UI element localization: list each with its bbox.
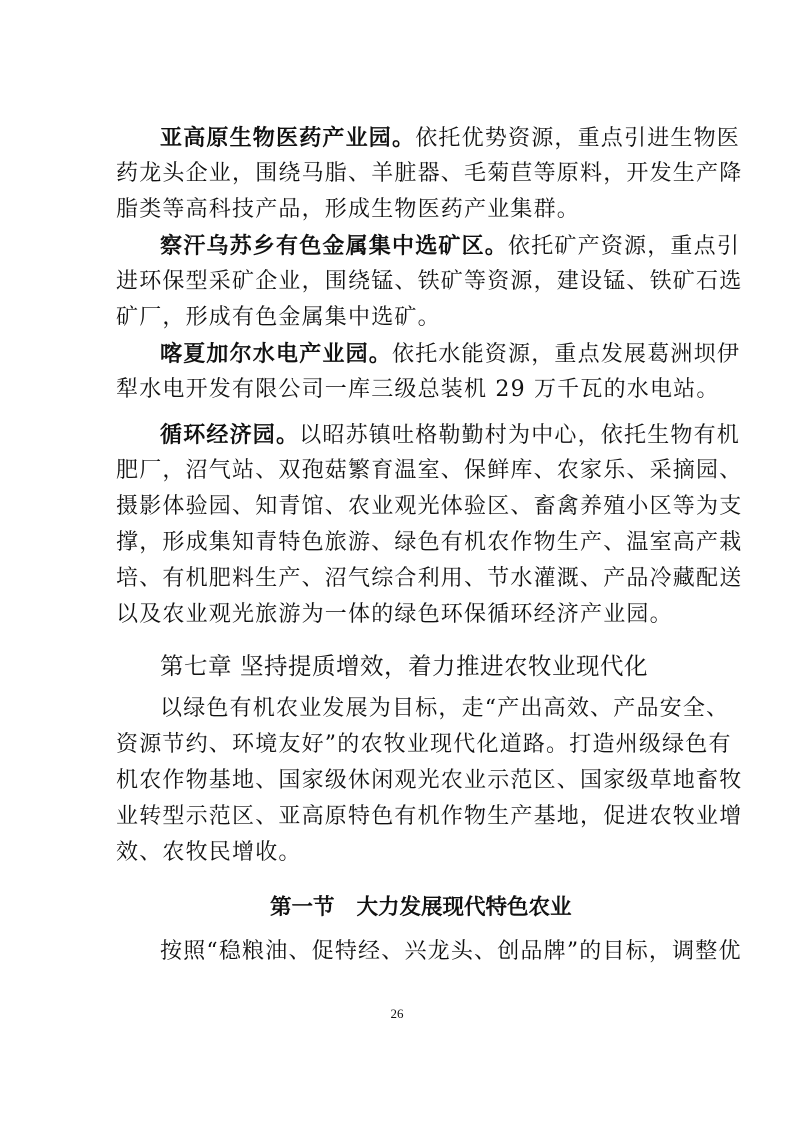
paragraph-4-line-2: 肥厂，沼气站、双孢菇繁育温室、保鲜库、农家乐、采摘园、 [116, 458, 743, 483]
paragraph-1-text: 依托优势资源，重点引进生物医 [415, 126, 741, 151]
paragraph-3-text: 依托水能资源，重点发展葛洲坝伊 [392, 342, 741, 367]
paragraph-4-line-3: 摄影体验园、知青馆、农业观光体验区、畜禽养殖小区等为支 [116, 494, 743, 519]
paragraph-4-line-1 [160, 421, 740, 449]
paragraph-5-line-5: 效、农牧民增收。 [116, 840, 302, 865]
paragraph-4-line-4: 撑，形成集知青特色旅游、绿色有机农作物生产、温室高产栽 [116, 530, 743, 555]
paragraph-2-heading: 察汗乌苏乡有色金属集中选矿区。 [160, 233, 509, 259]
paragraph-3-line-2: 犁水电开发有限公司一库三级总装机 29 万千瓦的水电站。 [116, 377, 720, 402]
page-number: 26 [390, 1006, 404, 1021]
section-number: 第一节 [270, 895, 335, 920]
paragraph-1-line-1 [160, 124, 740, 152]
paragraph-3-heading: 喀夏加尔水电产业园。 [160, 341, 393, 367]
paragraph-4-heading: 循环经济园。 [160, 422, 300, 448]
paragraph-4-text: 以昭苏镇吐格勒勤村为中心，依托生物有机 [299, 423, 741, 448]
paragraph-5-line-1: 以绿色有机农业发展为目标，走“产出高效、产品安全、 [160, 696, 730, 721]
chapter-title: 第七章 坚持提质增效，着力推进农牧业现代化 [160, 652, 648, 680]
paragraph-1-heading: 亚高原生物医药产业园。 [160, 125, 416, 151]
paragraph-5-line-2: 资源节约、环境友好”的农牧业现代化道路。打造州级绿色有 [116, 732, 732, 757]
paragraph-1-line-3: 脂类等高科技产品，形成生物医药产业集群。 [116, 197, 581, 222]
paragraph-1-line-2: 药龙头企业，围绕马脂、羊脏器、毛菊苣等原料，开发生产降 [116, 161, 743, 186]
paragraph-4-line-6: 以及农业观光旅游为一体的绿色环保循环经济产业园。 [116, 602, 673, 627]
section-name: 大力发展现代特色农业 [356, 895, 572, 920]
paragraph-4-line-5: 培、有机肥料生产、沼气综合利用、节水灌溉、产品冷藏配送 [116, 566, 743, 591]
paragraph-2-text: 依托矿产资源，重点引 [508, 234, 741, 259]
paragraph-2-line-2: 进环保型采矿企业，围绕锰、铁矿等资源，建设锰、铁矿石选 [116, 269, 743, 294]
paragraph-2-line-3: 矿厂，形成有色金属集中选矿。 [116, 305, 441, 330]
paragraph-5-line-3: 机农作物基地、国家级休闲观光农业示范区、国家级草地畜牧 [116, 768, 743, 793]
paragraph-5-line-4: 业转型示范区、亚高原特色有机作物生产基地，促进农牧业增 [116, 804, 743, 829]
paragraph-3-line-1 [160, 340, 740, 368]
paragraph-6-line-1: 按照“稳粮油、促特经、兴龙头、创品牌”的目标，调整优 [160, 939, 742, 964]
paragraph-2-line-1 [160, 232, 740, 260]
section-title [270, 894, 572, 922]
